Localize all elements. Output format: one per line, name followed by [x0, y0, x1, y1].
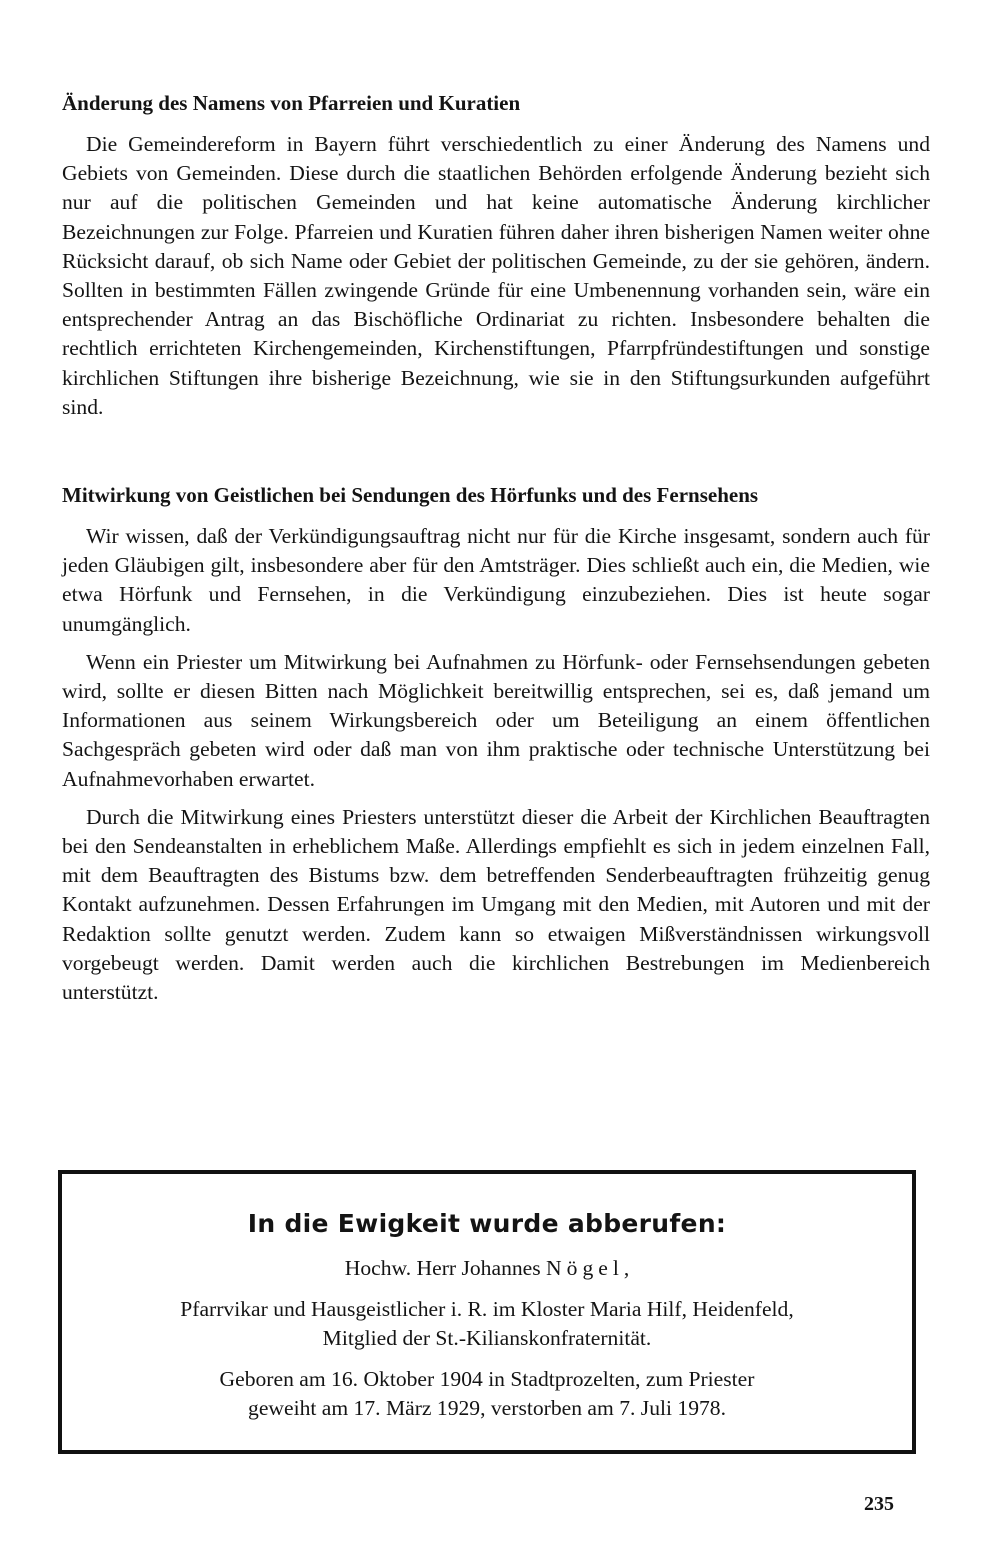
- paragraph: Wenn ein Priester um Mitwirkung bei Aufnahmen zu Hörfunk- oder Fernsehsendungen gebeten wird, sollte er diesen Bitten nach Möglichkeit bereitwillig entsprechen, sei es, daß jemand um Informationen aus seinem Wirkungsbereich oder um Beteiligung an einem öffentlichen Sachgespräch gebeten wird oder daß man von ihm praktische oder technische Unterstützung bei Aufnahmevorhaben erwartet.: [62, 649, 930, 791]
- obituary-dates-line-2: geweiht am 17. März 1929, verstorben am 7. Juli 1978.: [248, 1396, 726, 1420]
- obituary-name: [62, 1254, 912, 1283]
- obituary-title: In die Ewigkeit wurde abberufen:: [247, 1209, 727, 1238]
- name-suffix: ,: [623, 1256, 630, 1280]
- section-media-participation: [62, 480, 930, 1007]
- section-heading: Änderung des Namens von Pfarreien und Kuratien: [62, 91, 521, 115]
- surname: Nögel: [546, 1256, 624, 1280]
- paragraph: Die Gemeindereform in Bayern führt verschiedentlich zu einer Änderung des Namens und Gebiets von Gemeinden. Diese durch die staatlichen Behörden erfolgende Änderung bezieht sich nur auf die politischen Gemeinden und hat keine automatische Änderung kirchlicher Bezeichnungen zur Folge. Pfarreien und Kuratien führen daher ihren bisherigen Namen weiter ohne Rücksicht darauf, ob sich Name oder Gebiet der politischen Gemeinde, zu der sie gehören, ändern. Sollten in bestimmten Fällen zwingende Gründe für eine Umbenennung vorhanden sein, wäre ein entsprechender Antrag an das Bischöfliche Ordinariat zu richten. Insbesondere behalten die rechtlich errichteten Kirchengemeinden, Kirchenstiftungen, Pfarrpfründestiftungen und sonstige kirchlichen Stiftungen ihre bisherige Bezeichnung, wie sie in den Stiftungsurkunden aufgeführt sind.: [62, 132, 930, 419]
- obituary-dates-line-1: Geboren am 16. Oktober 1904 in Stadtprozelten, zum Priester: [219, 1367, 755, 1391]
- section-name-change: [62, 88, 930, 422]
- page-number: 235: [864, 1493, 894, 1515]
- obituary-box: [58, 1170, 916, 1454]
- name-prefix: Hochw. Herr Johannes: [344, 1256, 547, 1280]
- paragraph: Durch die Mitwirkung eines Priesters unterstützt dieser die Arbeit der Kirchlichen Beauftragten bei den Sendeanstalten in erheblichem Maße. Allerdings empfiehlt es sich in jedem einzelnen Fall, mit dem Beauftragten des Bistums bzw. dem betreffenden Senderbeauftragten frühzeitig genug Kontakt aufzunehmen. Dessen Erfahrungen im Umgang mit den Medien, mit Autoren und mit der Redaktion sollte genutzt werden. Zudem kann so etwaigen Mißverständnissen wirkungsvoll vorgebeugt werden. Damit werden auch die kirchlichen Bestrebungen im Medienbereich unterstützt.: [62, 804, 930, 1005]
- obituary-role-line-1: Pfarrvikar und Hausgeistlicher i. R. im Kloster Maria Hilf, Heidenfeld,: [180, 1297, 794, 1321]
- obituary-role-line-2: Mitglied der St.-Kilianskonfraternität.: [322, 1326, 652, 1350]
- paragraph: Wir wissen, daß der Verkündigungsauftrag nicht nur für die Kirche insgesamt, sondern auch für jeden Gläubigen gilt, insbesondere aber für den Amtsträger. Dies schließt auch ein, die Medien, wie etwa Hörfunk und Fernsehen, in die Verkündigung einzubeziehen. Dies ist heute sogar unumgänglich.: [62, 524, 930, 636]
- section-heading: Mitwirkung von Geistlichen bei Sendungen des Hörfunks und des Fernsehens: [62, 483, 759, 508]
- page-body: [62, 88, 930, 1016]
